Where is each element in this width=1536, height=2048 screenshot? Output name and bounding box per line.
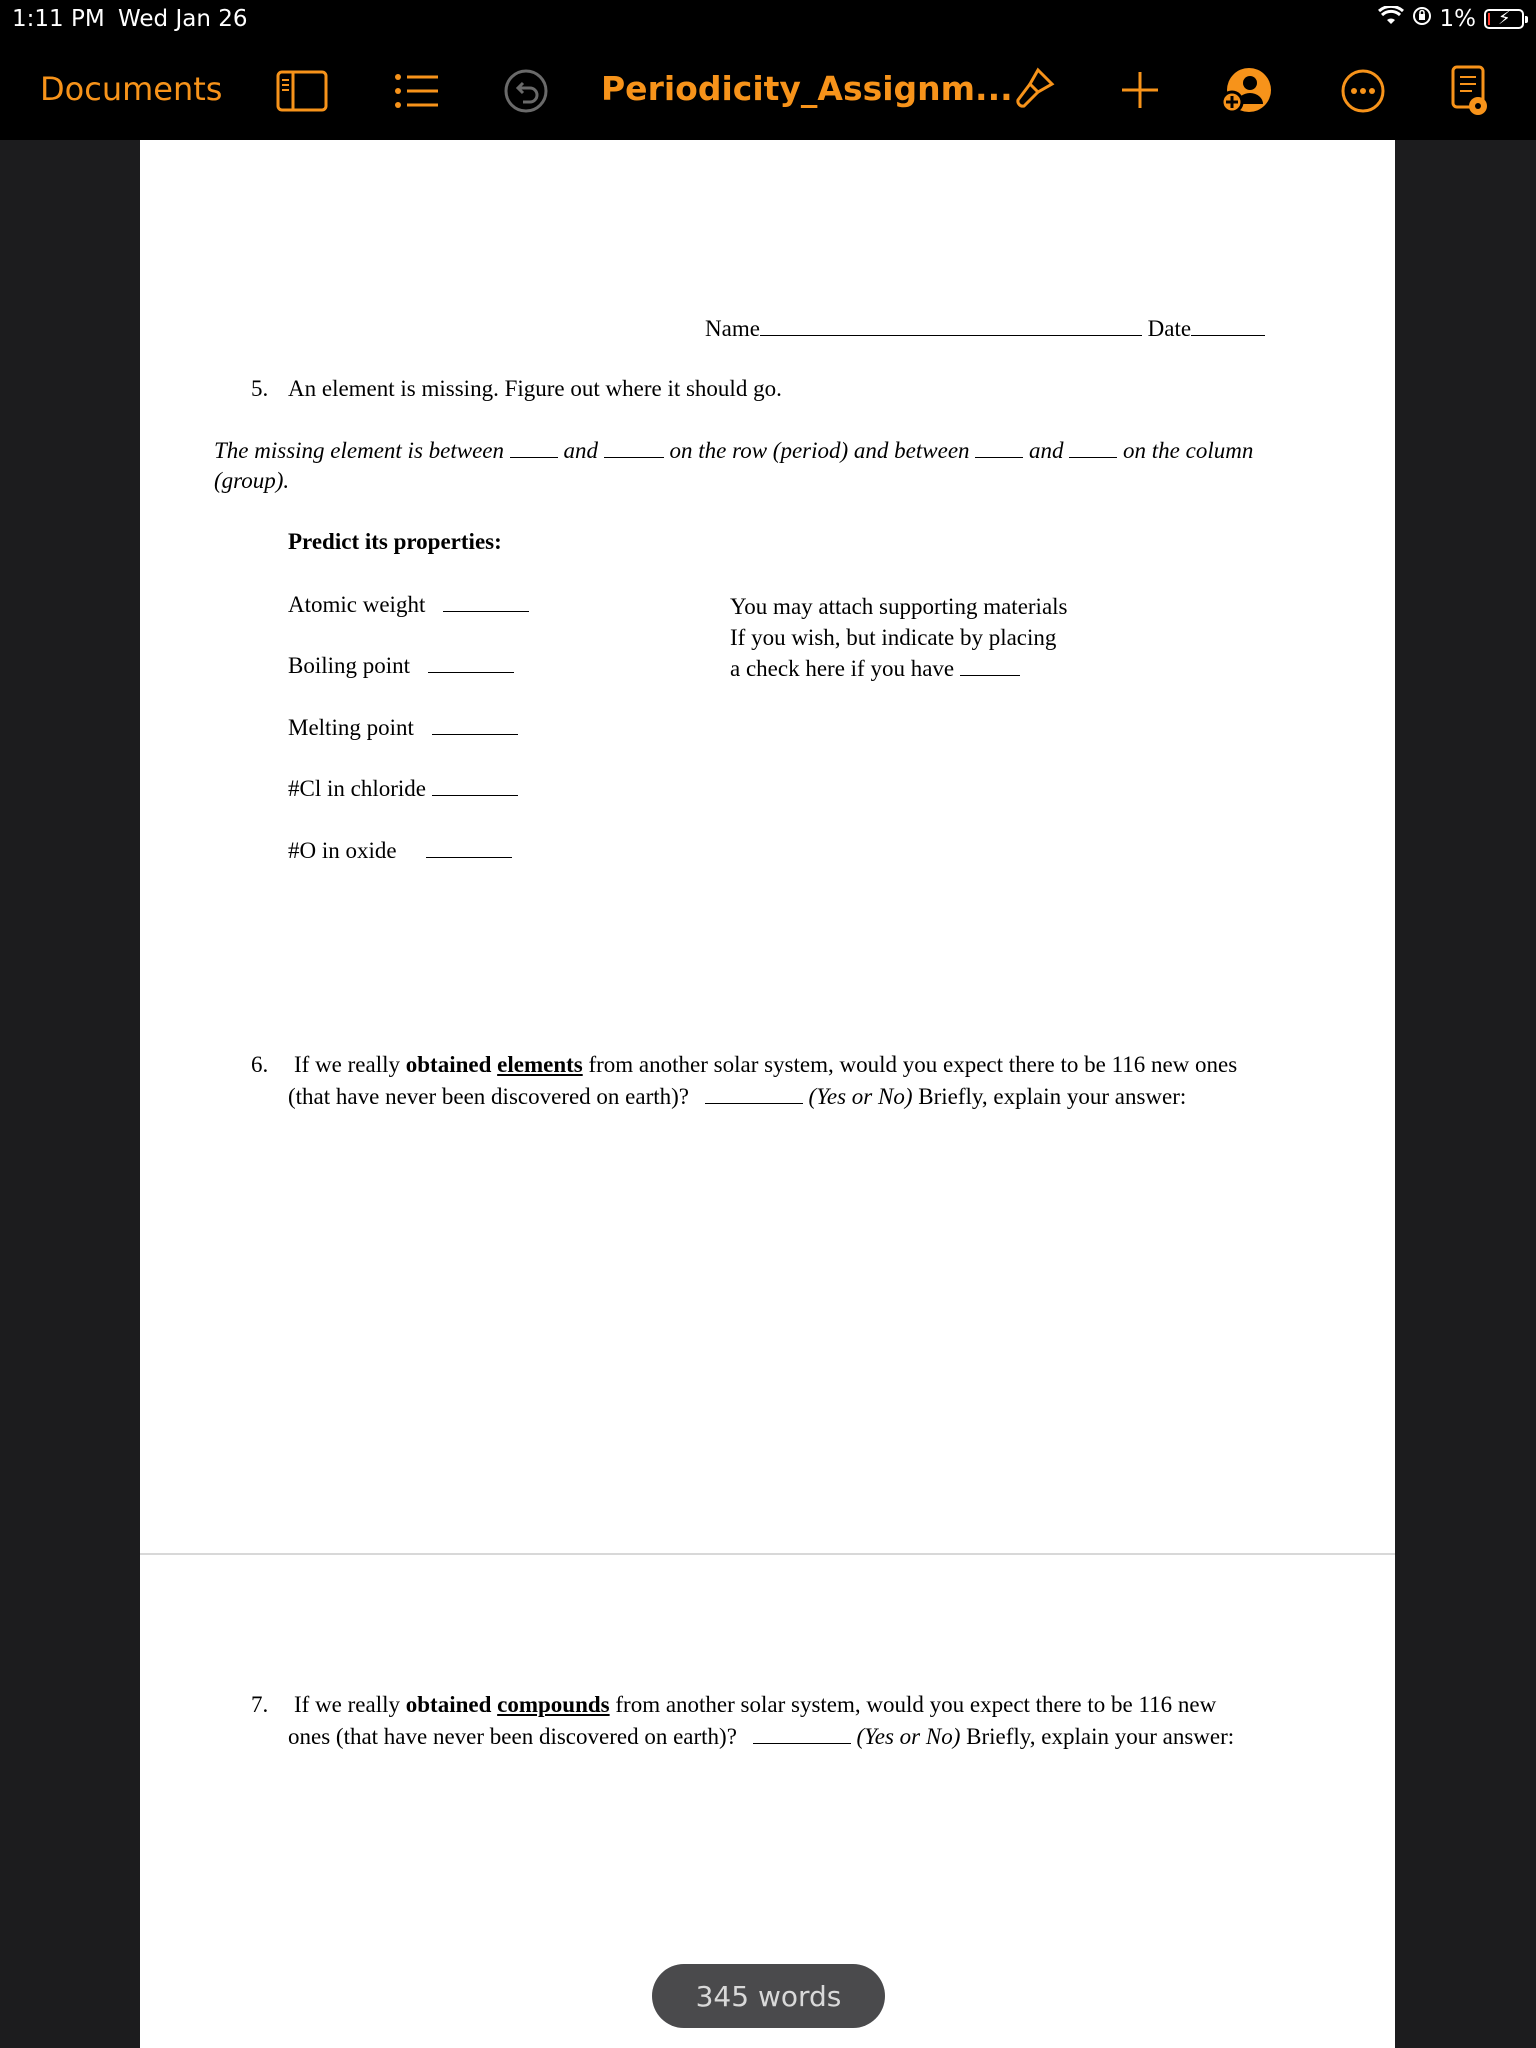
- q5-text-part1: The missing element is between: [214, 438, 505, 463]
- property-label: Melting point: [288, 715, 414, 740]
- property-atomic-weight: [288, 591, 529, 618]
- q7-yes-no: (Yes or No): [856, 1724, 961, 1749]
- q7-line-2: [288, 1723, 1234, 1750]
- name-blank[interactable]: [760, 315, 1142, 336]
- q6-line-1: [294, 1052, 1237, 1078]
- q5-location-line: [214, 437, 1253, 464]
- wifi-icon: [1378, 6, 1404, 32]
- q7-number: 7.: [251, 1692, 269, 1717]
- document-page[interactable]: [140, 140, 1395, 2048]
- property-blank[interactable]: [432, 775, 518, 796]
- period-blank-2[interactable]: [604, 437, 664, 458]
- q5-text-part2: on the row (period) and between: [669, 438, 970, 463]
- status-time: 1:11 PM: [12, 6, 105, 32]
- q5-text-part3: on the column: [1123, 438, 1254, 463]
- q5-number: 5.: [251, 376, 269, 401]
- group-blank-2[interactable]: [1069, 437, 1117, 458]
- name-date-line: [705, 315, 1265, 342]
- property-melting-point: [288, 714, 518, 741]
- documents-back-button[interactable]: Documents: [40, 70, 223, 108]
- q5-and-1: and: [563, 438, 599, 463]
- q7-line-1: [294, 1692, 1216, 1718]
- property-cl-in-chloride: [288, 775, 518, 802]
- battery-icon: ⚡: [1484, 9, 1524, 29]
- collaborate-icon[interactable]: [1220, 66, 1274, 116]
- property-blank[interactable]: [428, 652, 514, 673]
- status-bar: [0, 0, 1536, 40]
- name-label: Name: [705, 316, 760, 341]
- note-line-2: If you wish, but indicate by placing: [730, 625, 1057, 650]
- orientation-lock-icon: [1412, 6, 1432, 32]
- q7-text: Briefly, explain your answer:: [960, 1724, 1235, 1749]
- q7-answer-blank[interactable]: [753, 1723, 851, 1744]
- page-break: [140, 1553, 1395, 1555]
- q7-bold-compounds: compounds: [497, 1692, 610, 1717]
- reading-view-icon[interactable]: [1450, 64, 1490, 116]
- date-label: Date: [1147, 316, 1192, 341]
- property-label: #Cl in chloride: [288, 776, 426, 801]
- status-date: Wed Jan 26: [118, 6, 248, 32]
- q6-text: (that have never been discovered on earth)?: [288, 1084, 690, 1109]
- list-icon[interactable]: [394, 72, 440, 110]
- q6-line-2: [288, 1083, 1186, 1110]
- note-line-3: a check here if you have: [730, 656, 955, 681]
- q7-text: from another solar system, would you expect there to be 116 new: [609, 1692, 1217, 1717]
- undo-icon[interactable]: [503, 68, 549, 114]
- period-blank-1[interactable]: [510, 437, 558, 458]
- supporting-materials-note: [730, 591, 1068, 684]
- q7-bold-obtained: obtained: [405, 1692, 492, 1717]
- q7-text: ones (that have never been discovered on earth)?: [288, 1724, 737, 1749]
- q6-bold-elements: elements: [497, 1052, 583, 1077]
- property-o-in-oxide: [288, 837, 512, 864]
- q5-prompt: An element is missing. Figure out where it should go.: [288, 376, 782, 401]
- property-blank[interactable]: [443, 591, 529, 612]
- more-icon[interactable]: [1340, 68, 1386, 114]
- word-count-badge[interactable]: 345 words: [652, 1964, 885, 2028]
- status-indicators: [1378, 6, 1525, 32]
- q7-text: If we really: [294, 1692, 406, 1717]
- q6-text: If we really: [294, 1052, 406, 1077]
- property-label: #O in oxide: [288, 838, 397, 863]
- q6-yes-no: (Yes or No): [808, 1084, 913, 1109]
- q6-text: from another solar system, would you expect there to be 116 new ones: [582, 1052, 1238, 1077]
- q6-answer-blank[interactable]: [705, 1083, 803, 1104]
- predict-heading: Predict its properties:: [288, 529, 502, 554]
- group-blank-1[interactable]: [975, 437, 1023, 458]
- q6-text: Briefly, explain your answer:: [912, 1084, 1187, 1109]
- date-blank[interactable]: [1191, 315, 1265, 336]
- property-boiling-point: [288, 652, 514, 679]
- plus-icon[interactable]: [1120, 70, 1160, 110]
- property-label: Boiling point: [288, 653, 411, 678]
- q5-and-2: and: [1029, 438, 1064, 463]
- property-blank[interactable]: [432, 714, 518, 735]
- q6-number: 6.: [251, 1052, 269, 1077]
- property-blank[interactable]: [426, 837, 512, 858]
- q6-bold-obtained: obtained: [405, 1052, 492, 1077]
- sidebar-icon[interactable]: [276, 70, 328, 112]
- battery-percent: 1%: [1439, 6, 1476, 32]
- note-line-1: You may attach supporting materials: [730, 594, 1068, 619]
- toolbar: [0, 40, 1536, 140]
- document-title[interactable]: Periodicity_Assignm...: [601, 69, 1013, 108]
- q5-text-line2: (group).: [214, 468, 290, 493]
- paintbrush-icon[interactable]: [1008, 64, 1058, 114]
- supporting-materials-check-blank[interactable]: [960, 655, 1020, 676]
- property-label: Atomic weight: [288, 592, 426, 617]
